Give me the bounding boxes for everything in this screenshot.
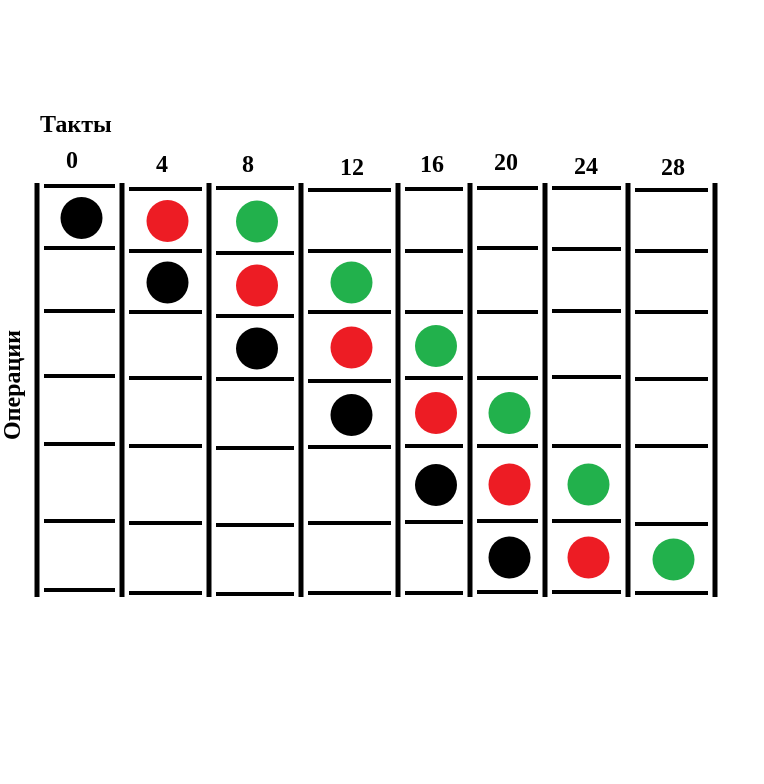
operation-dot-green (653, 539, 695, 581)
column-labels (66, 148, 685, 181)
column-label: 28 (661, 155, 685, 181)
column-label: 12 (340, 155, 364, 181)
operation-dot-red (568, 537, 610, 579)
operation-dot-black (331, 394, 373, 436)
operation-dot-black (61, 197, 103, 239)
operation-dot-green (331, 262, 373, 304)
operation-dot-green (236, 201, 278, 243)
operation-dot-red (415, 392, 457, 434)
operation-dot-black (489, 537, 531, 579)
column-label: 20 (494, 150, 518, 176)
column-separators (37, 183, 715, 597)
operation-dot-red (489, 464, 531, 506)
operation-dot-green (415, 325, 457, 367)
operation-dot-green (489, 392, 531, 434)
column-label: 0 (66, 148, 78, 174)
column-label: 16 (420, 152, 444, 178)
operation-dot-black (415, 464, 457, 506)
row-axis-label: Операции (0, 330, 26, 440)
operation-dot-black (236, 328, 278, 370)
operation-dot-red (331, 327, 373, 369)
operation-dot-green (568, 464, 610, 506)
operation-dot-black (147, 262, 189, 304)
operation-dot-red (236, 265, 278, 307)
column-label: 24 (574, 154, 598, 180)
column-label: 8 (242, 152, 254, 178)
column-label: 4 (156, 152, 168, 178)
operation-dot-red (147, 200, 189, 242)
diagram-title: Такты (40, 112, 112, 138)
row-lines (44, 186, 708, 594)
